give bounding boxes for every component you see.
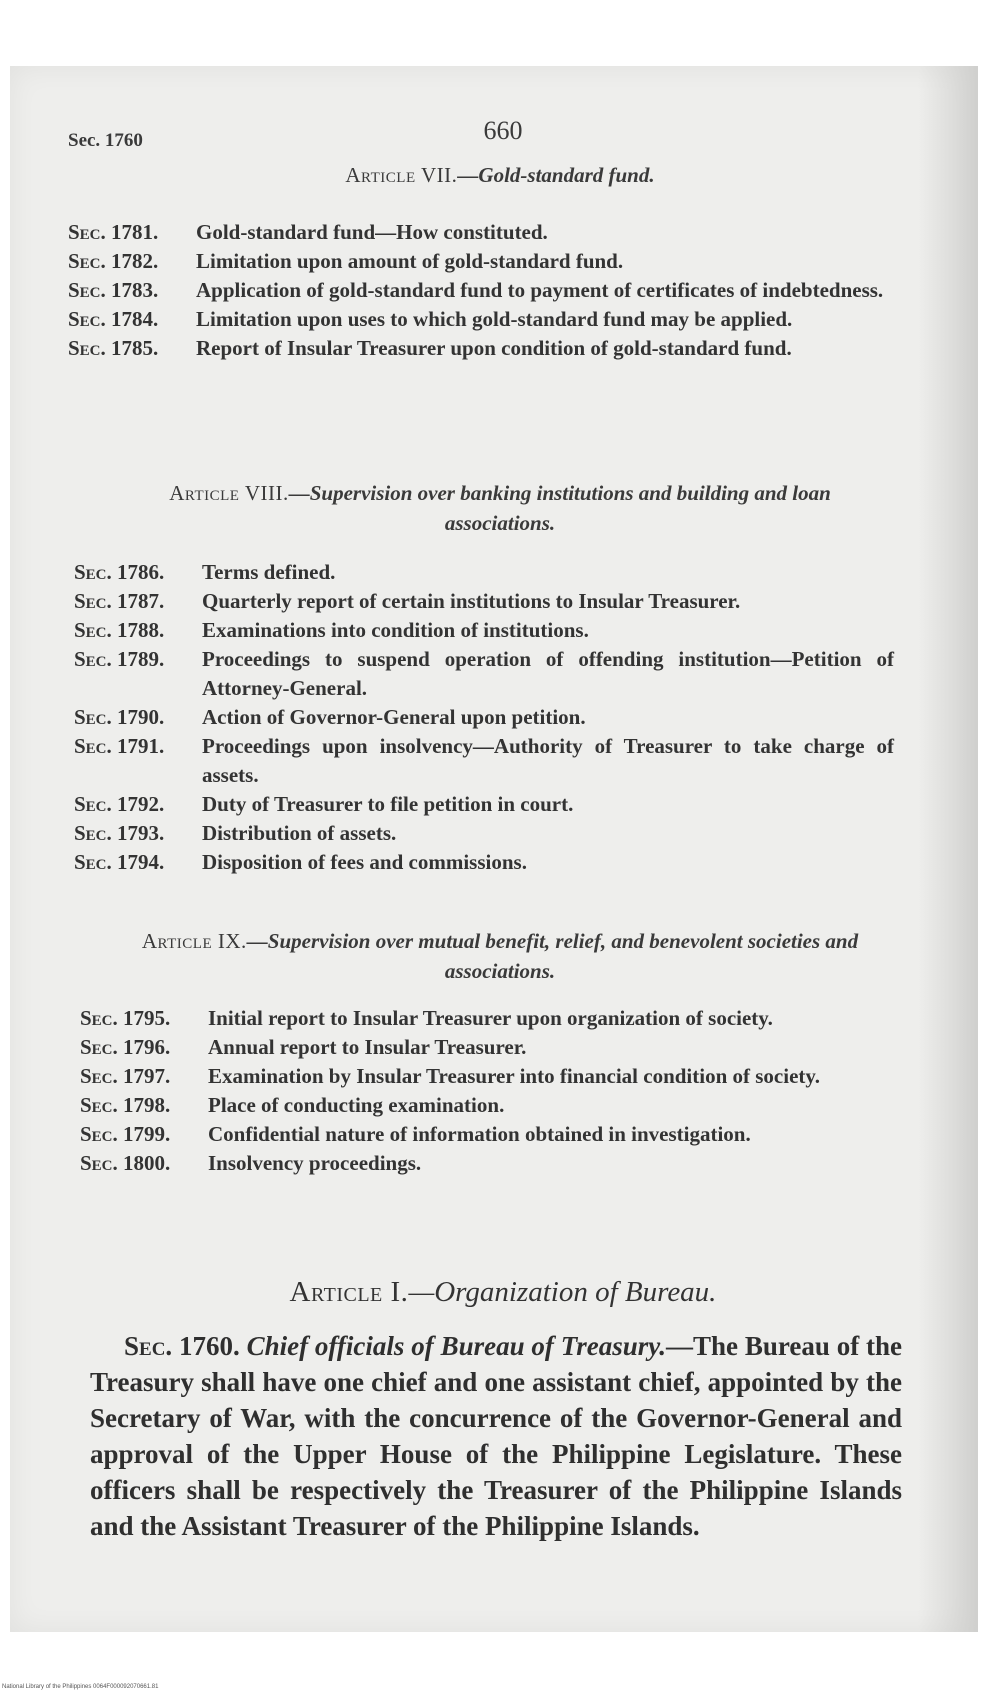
section-num-value: 1791.: [117, 734, 165, 758]
section-title: Annual report to Insular Treasurer.: [208, 1035, 527, 1059]
section-entry: [80, 1120, 900, 1149]
section-prefix: Sec.: [74, 560, 112, 584]
section-num-value: 1795.: [123, 1006, 171, 1030]
section-num-value: 1793.: [117, 821, 165, 845]
section-number: [74, 819, 198, 848]
section-1760-paragraph: [90, 1328, 902, 1544]
section-num-value: 1792.: [117, 792, 165, 816]
section-body: —The Bureau of the Treasury shall have one chief and one assistant chief, appointed by the Secretary of War, with the concurrence of the Governor-General and approval of the Upper House of the Philippine Legislature. These officers shall be respectively the Treasurer of the Philippine Islands and the Assistant Treasurer of the Philippine Islands.: [90, 1331, 903, 1541]
section-entry: [80, 1062, 900, 1091]
section-title: Examination by Insular Treasurer into financial condition of society.: [208, 1064, 820, 1088]
section-title: Limitation upon uses to which gold-standard fund may be applied.: [196, 307, 793, 331]
section-prefix: Sec.: [74, 734, 112, 758]
section-entry: [74, 790, 894, 819]
page-edge-shadow: [918, 66, 978, 1632]
section-title: Action of Governor-General upon petition.: [202, 705, 586, 729]
section-prefix: Sec.: [74, 705, 112, 729]
running-head-section: Sec. 1760: [68, 130, 143, 151]
section-num-value: 1782.: [111, 249, 159, 273]
section-title: Duty of Treasurer to file petition in court.: [202, 792, 574, 816]
article-title: —Organization of Bureau.: [408, 1276, 717, 1308]
section-entry: [68, 218, 888, 247]
article-title: —Gold-standard fund.: [457, 163, 655, 187]
section-prefix: Sec.: [80, 1035, 118, 1059]
section-prefix: Sec.: [68, 220, 106, 244]
section-number: [74, 848, 198, 877]
article-viii-section-list: [74, 558, 894, 877]
section-num-value: 1799.: [123, 1122, 171, 1146]
section-number: [80, 1091, 204, 1120]
section-entry: [74, 645, 894, 703]
section-entry: [68, 334, 888, 363]
section-entry: [74, 616, 894, 645]
section-num-value: 1800.: [123, 1151, 171, 1175]
section-prefix: Sec.: [74, 647, 112, 671]
section-prefix: Sec.: [68, 278, 106, 302]
page-number: 660: [483, 116, 523, 145]
section-prefix: Sec.: [80, 1093, 118, 1117]
section-prefix: Sec.: [74, 821, 112, 845]
section-num-value: 1787.: [117, 589, 165, 613]
section-title: Place of conducting examination.: [208, 1093, 505, 1117]
section-num-value: 1781.: [111, 220, 159, 244]
section-number: [80, 1033, 204, 1062]
section-number: [74, 790, 198, 819]
section-entry: [68, 247, 888, 276]
section-prefix: Sec.: [68, 307, 106, 331]
section-num-value: 1797.: [123, 1064, 171, 1088]
section-number: [74, 645, 198, 674]
section-title: Quarterly report of certain institutions to Insular Treasurer.: [202, 589, 741, 613]
section-title: Distribution of assets.: [202, 821, 397, 845]
section-num-value: 1783.: [111, 278, 159, 302]
article-vii-section-list: [68, 218, 888, 363]
section-number: [68, 247, 192, 276]
section-title: Limitation upon amount of gold-standard fund.: [196, 249, 624, 273]
section-prefix: Sec.: [74, 618, 112, 642]
section-entry: [80, 1091, 900, 1120]
section-num-value: 1786.: [117, 560, 165, 584]
section-title: Proceedings to suspend operation of offending institution—Petition of Attorney-General.: [202, 647, 894, 700]
section-prefix: Sec.: [80, 1151, 118, 1175]
article-vii-heading: [120, 160, 880, 190]
section-number: [80, 1062, 204, 1091]
section-entry: [80, 1004, 900, 1033]
section-number: [74, 732, 198, 761]
section-num-value: 1790.: [117, 705, 165, 729]
section-num-value: 1784.: [111, 307, 159, 331]
article-label: Article VIII.: [169, 481, 289, 505]
section-num-value: 1789.: [117, 647, 165, 671]
section-title: Examinations into condition of institutions.: [202, 618, 589, 642]
article-title: —Supervision over mutual benefit, relief, and benevolent societies and associations.: [246, 929, 859, 983]
article-viii-heading: [120, 478, 880, 538]
section-title: Initial report to Insular Treasurer upon organization of society.: [208, 1006, 773, 1030]
section-entry: [74, 703, 894, 732]
section-num-value: 1794.: [117, 850, 165, 874]
section-title: Terms defined.: [202, 560, 336, 584]
section-title: Gold-standard fund—How constituted.: [196, 220, 548, 244]
section-entry: [80, 1033, 900, 1062]
article-label: Article VII.: [345, 163, 458, 187]
section-number: [74, 587, 198, 616]
section-number: [68, 276, 192, 305]
section-number: [74, 616, 198, 645]
section-number: [80, 1004, 204, 1033]
section-prefix: Sec.: [74, 850, 112, 874]
footer-credit: National Library of the Philippines 0064F000092070661.81: [2, 1684, 159, 1690]
section-num-value: 1798.: [123, 1093, 171, 1117]
section-entry: [74, 558, 894, 587]
section-prefix: Sec.: [80, 1064, 118, 1088]
section-number: [68, 218, 192, 247]
section-number: [80, 1120, 204, 1149]
section-prefix: Sec. 1760.: [124, 1331, 240, 1361]
section-title: Report of Insular Treasurer upon condition of gold-standard fund.: [196, 336, 792, 360]
section-number: [80, 1149, 204, 1178]
section-prefix: Sec.: [80, 1122, 118, 1146]
section-entry: [74, 848, 894, 877]
section-prefix: Sec.: [74, 792, 112, 816]
section-entry: [74, 587, 894, 616]
article-i-heading: [0, 1276, 1006, 1309]
article-label: Article I.: [289, 1276, 409, 1308]
article-ix-heading: [120, 926, 880, 986]
section-title: Proceedings upon insolvency—Authority of Treasurer to take charge of assets.: [202, 734, 894, 787]
section-number: [68, 334, 192, 363]
section-number: [74, 703, 198, 732]
section-entry: [74, 732, 894, 790]
section-title: Disposition of fees and commissions.: [202, 850, 527, 874]
section-prefix: Sec.: [74, 589, 112, 613]
article-title: —Supervision over banking institutions and building and loan associations.: [288, 481, 831, 535]
section-entry: [80, 1149, 900, 1178]
section-prefix: Sec.: [68, 249, 106, 273]
section-heading: Chief officials of Bureau of Treasury.: [246, 1331, 666, 1361]
article-ix-section-list: [80, 1004, 900, 1178]
section-title: Confidential nature of information obtained in investigation.: [208, 1122, 751, 1146]
section-number: [74, 558, 198, 587]
section-num-value: 1796.: [123, 1035, 171, 1059]
section-num-value: 1788.: [117, 618, 165, 642]
section-number: [68, 305, 192, 334]
section-prefix: Sec.: [68, 336, 106, 360]
section-title: Insolvency proceedings.: [208, 1151, 422, 1175]
section-entry: [68, 276, 888, 305]
section-entry: [68, 305, 888, 334]
section-num-value: 1785.: [111, 336, 159, 360]
article-label: Article IX.: [141, 929, 247, 953]
section-entry: [74, 819, 894, 848]
section-prefix: Sec.: [80, 1006, 118, 1030]
section-title: Application of gold-standard fund to payment of certificates of indebtedness.: [196, 278, 884, 302]
